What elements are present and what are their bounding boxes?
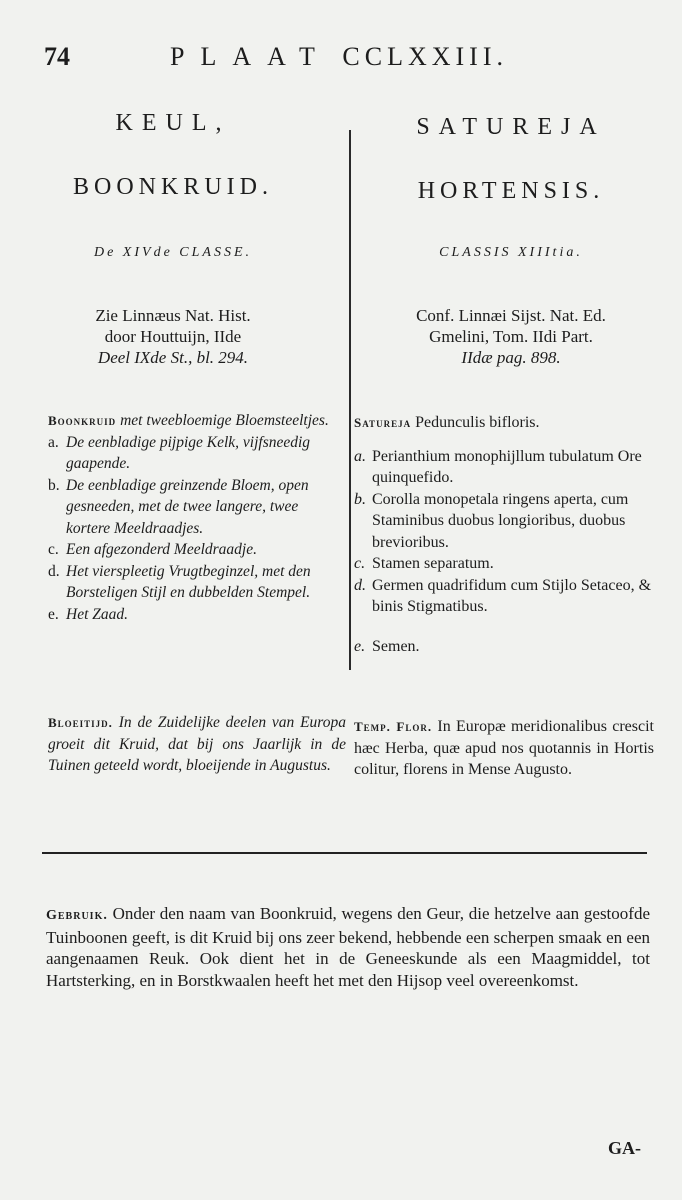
right-ref-line-1: Conf. Linnæi Sijst. Nat. Ed. <box>416 306 606 325</box>
item-label: b. <box>48 476 60 494</box>
item-text: De eenbladige pijpige Kelk, vijfsneedig gaapende. <box>66 433 311 472</box>
usage-text: Onder den naam van Boonkruid, wegens den Geur, die hetzelve aan gestoofde Tuinboonen geeft, is dit Kruid bij ons zeer bekend, hebbende een scherpen smaak en een aangenaamen Reuk. Ook dient het in de Geneeskunde als een Maagmiddel, tot Hartsterking, en in Borstkwaalen heeft het met den Hijsop veel overeenkomst. <box>46 904 650 990</box>
list-item <box>354 489 654 554</box>
right-intro-head: Satureja <box>354 415 412 430</box>
left-ref-line-2: door Houttuijn, IIde <box>104 327 242 346</box>
catchword: GA- <box>608 1138 641 1158</box>
item-label: b. <box>354 490 366 508</box>
item-text: Corolla monopetala ringens aperta, cum Staminibus duobus longioribus, duobus brevioribus. <box>372 490 629 551</box>
left-intro-text: met tweebloemige Bloemsteeltjes. <box>120 412 329 429</box>
right-ref-line-3: IIdæ pag. 898. <box>461 348 561 367</box>
horizontal-rule <box>42 852 647 854</box>
left-reference <box>0 305 346 368</box>
right-intro-text: Pedunculis bifloris. <box>415 414 540 431</box>
item-text: Een afgezonderd Meeldraadje. <box>66 541 257 558</box>
left-flowering <box>48 712 346 777</box>
right-classis: CLASSIS XIIItia. <box>439 245 583 260</box>
item-text: Semen. <box>372 637 420 655</box>
list-item <box>48 432 346 475</box>
item-label: c. <box>48 541 59 558</box>
item-label: e. <box>48 605 59 623</box>
item-label: d. <box>354 576 366 594</box>
right-title-2: HORTENSIS. <box>417 178 605 204</box>
item-label: c. <box>354 555 366 572</box>
item-label: a. <box>354 447 366 465</box>
right-intro <box>354 412 654 434</box>
item-label: a. <box>48 433 59 451</box>
left-title-1: KEUL, <box>115 110 231 136</box>
list-item <box>48 539 346 561</box>
left-intro <box>48 410 346 432</box>
item-label: d. <box>48 562 60 580</box>
item-text: Het Zaad. <box>66 605 128 623</box>
left-flowering-text: In de Zuidelijke deelen van Europa groeit dit Kruid, dat bij ons Jaarlijk in de Tuinen geteeld wordt, bloeijende in Augustus. <box>48 714 346 774</box>
left-classe: De XIVde CLASSE. <box>93 245 253 260</box>
left-ref-line-1: Zie Linnæus Nat. Hist. <box>95 306 251 325</box>
item-text: Stamen separatum. <box>372 555 494 572</box>
left-flowering-head: Bloeitijd. <box>48 715 113 730</box>
left-ref-line-3: Deel IXde St., bl. 294. <box>97 348 249 367</box>
right-title-1: SATUREJA <box>416 114 606 140</box>
right-ref-line-2: Gmelini, Tom. IIdi Part. <box>429 327 593 346</box>
right-description <box>354 412 654 657</box>
right-reference <box>356 305 666 368</box>
list-item <box>48 604 346 626</box>
list-item <box>354 575 654 618</box>
right-flowering-head: Temp. Flor. <box>354 719 433 734</box>
page-number: 74 <box>44 42 70 71</box>
item-text: Germen quadrifidum cum Stijlo Setaceo, & binis Stigmatibus. <box>372 576 652 615</box>
left-title-2: BOONKRUID. <box>73 174 273 200</box>
item-text: Perianthium monophijllum tubulatum Ore quinquefido. <box>372 447 642 486</box>
usage-paragraph <box>46 903 650 991</box>
usage-head: Gebruik. <box>46 908 108 923</box>
list-item <box>48 475 346 540</box>
left-description <box>48 410 346 625</box>
plate-heading <box>170 42 508 72</box>
plate-number: CCLXXIII. <box>342 42 508 71</box>
list-item <box>48 561 346 604</box>
right-flowering-text: In Europæ meridionalibus crescit hæc Herba, quæ apud nos quotannis in Hortis colitur, florens in Mense Augusto. <box>354 718 654 778</box>
plate-label: PLAAT <box>170 42 331 71</box>
list-item <box>354 636 654 658</box>
list-item <box>354 446 654 489</box>
item-text: De eenbladige greinzende Bloem, open gesneeden, met de twee langere, twee kortere Meeldraadjes. <box>66 476 309 537</box>
right-flowering <box>354 716 654 781</box>
left-intro-head: Boonkruid <box>48 413 117 428</box>
item-text: Het vierspleetig Vrugtbeginzel, met den Borsteligen Stijl en dubbelden Stempel. <box>66 562 311 601</box>
column-divider <box>349 130 351 670</box>
list-item <box>354 553 654 575</box>
item-label: e. <box>354 637 366 655</box>
